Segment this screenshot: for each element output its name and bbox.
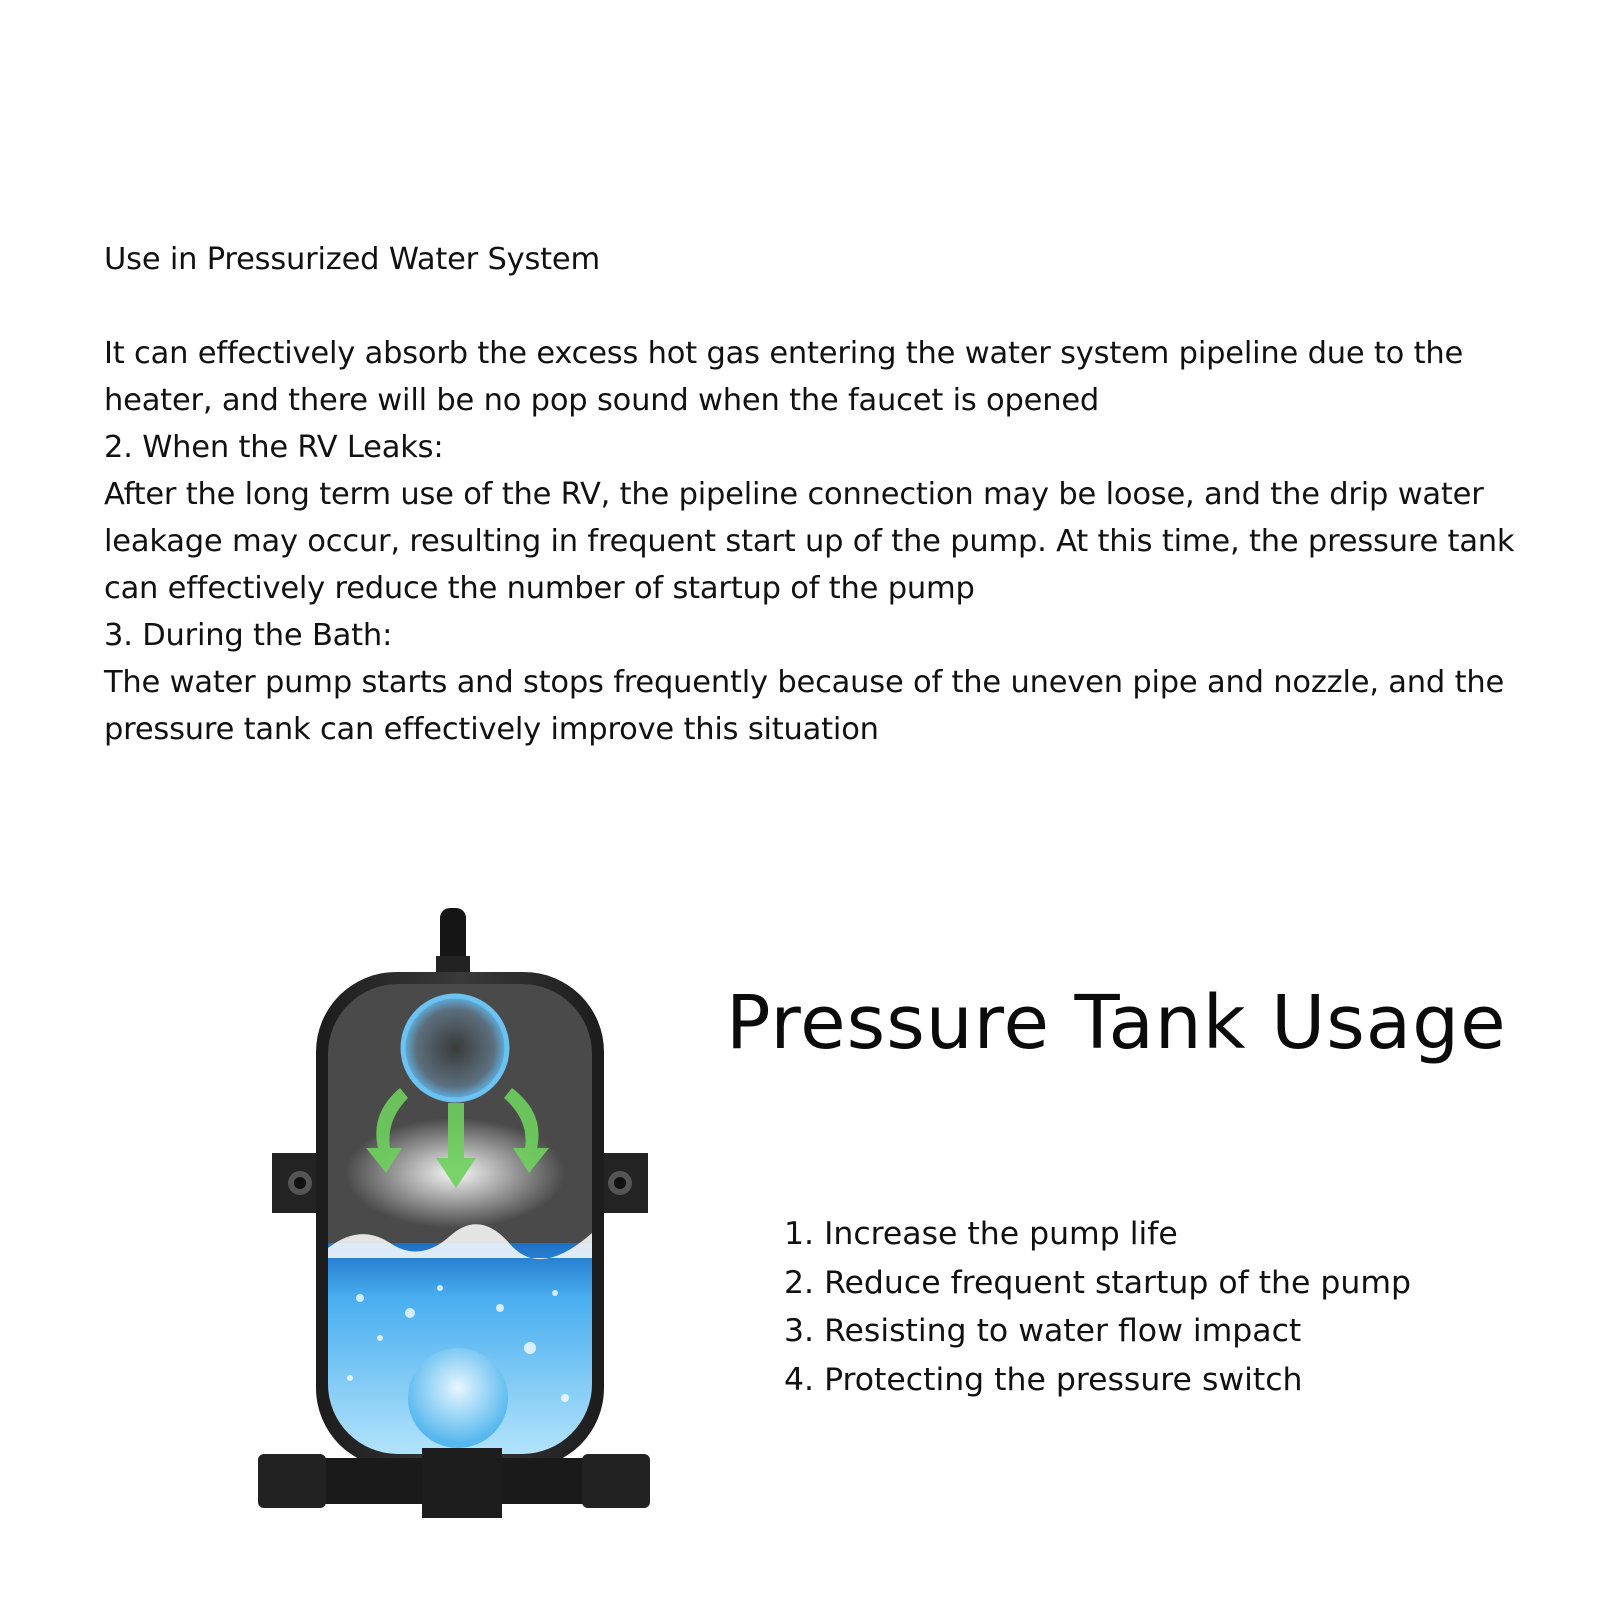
benefits-list [784,1210,1411,1404]
gas-bubble [403,996,507,1100]
intro-paragraph-1: It can effectively absorb the excess hot gas entering the water system pipeline due to the heater, and there will be no pop sound when the faucet is opened [104,336,1464,418]
benefit-item: 1. Increase the pump life [784,1216,1178,1252]
benefit-item: 3. Resisting to water flow impact [784,1313,1302,1349]
intro-section [104,236,1554,753]
benefit-item: 2. Reduce frequent startup of the pump [784,1264,1412,1301]
benefit-item: 4. Protecting the pressure switch [784,1361,1303,1398]
usage-title: Pressure Tank Usage [726,980,1507,1066]
item3-text: The water pump starts and stops frequently because of the uneven pipe and nozzle, and the pressure tank can effectively improve this situation [104,665,1505,747]
item2-title: 2. When the RV Leaks: [104,430,444,465]
inlet-outlet-pipe [258,1448,650,1518]
item3-title: 3. During the Bath: [104,618,393,653]
item2-text: After the long term use of the RV, the pipeline connection may be loose, and the drip water leakage may occur, resulting in frequent start up of the pump. At this time, the pressure tank can effectively reduce the number of startup of the pump [104,477,1515,606]
intro-heading: Use in Pressurized Water System [104,242,601,277]
water-bubble [408,1348,508,1448]
valve-stem [436,908,470,978]
pressure-tank-illustration [200,898,680,1558]
